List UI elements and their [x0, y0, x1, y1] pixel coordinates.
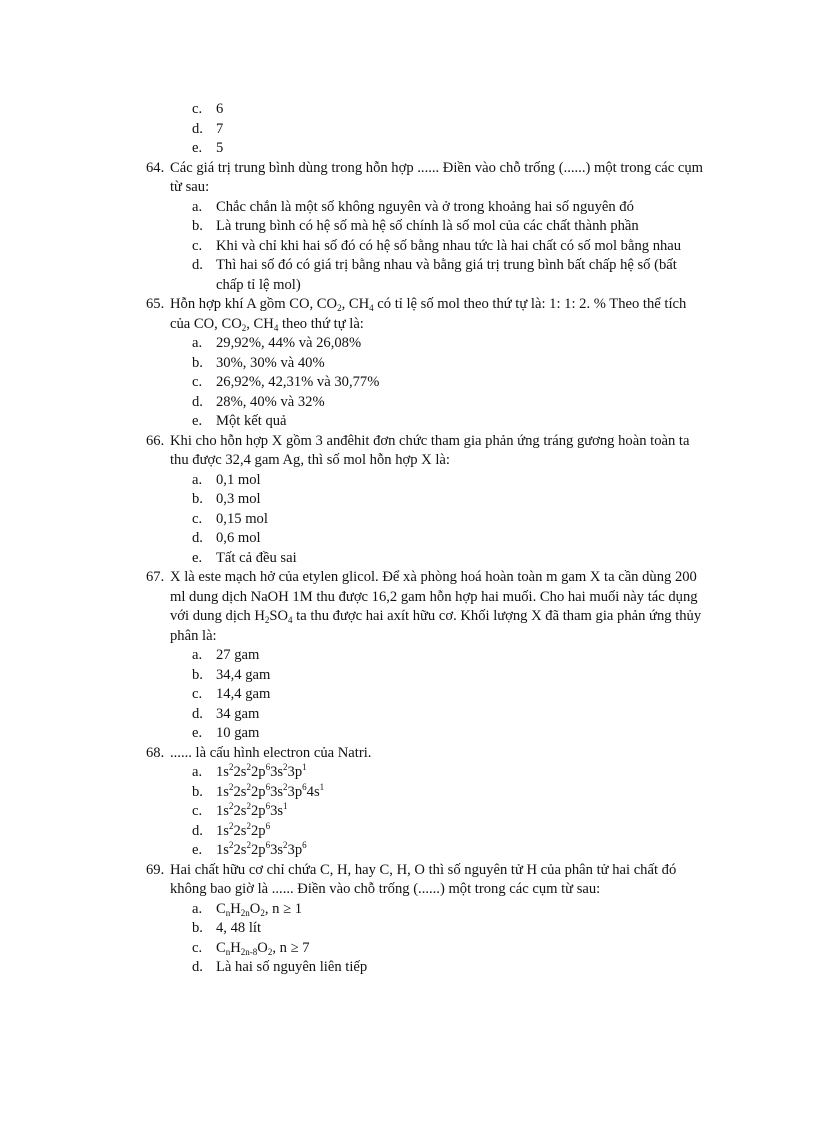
option-text: 27 gam: [216, 647, 260, 663]
formula: $C_nH_{2n-8}O_2$, n ≥ 7: [216, 939, 310, 957]
option-label: a.: [192, 764, 203, 780]
option-text: 34,4 gam: [216, 666, 271, 683]
option-text: 0,1 mol: [216, 471, 261, 488]
option-label: d.: [192, 705, 203, 722]
electron-config: $1s^22s^22p^63s^1$: [216, 801, 288, 819]
option-c: [146, 510, 706, 530]
question-69: [146, 861, 706, 900]
option-e: [146, 724, 706, 744]
option-e: [146, 412, 706, 432]
question-number: 66.: [146, 432, 165, 449]
option-label: e.: [192, 725, 203, 741]
option-c: [146, 802, 706, 822]
electron-config: $1s^22s^22p^6$: [216, 820, 271, 839]
question-text: Các giá trị trung bình dùng trong hỗn hợp ...... Điền vào chỗ trống (......) một trong các cụm từ sau:: [170, 159, 703, 195]
question-text: Hai chất hữu cơ chỉ chứa C, H, hay C, H, O thì số nguyên tử H của phân tử hai chất đó không bao giờ là ...... Điền vào chỗ trống (......) một trong các cụm từ sau:: [170, 861, 677, 897]
option-e: [146, 549, 706, 569]
option-label: d.: [192, 959, 203, 975]
option-label: e.: [192, 140, 203, 156]
option-label: c.: [192, 510, 203, 527]
question-text: Khi cho hỗn hợp X gồm 3 anđêhit đơn chức tham gia phản ứng tráng gương hoàn toàn ta thu được 32,4 gam Ag, thì số mol hỗn hợp X là:: [170, 432, 690, 468]
option-c: [146, 100, 706, 120]
option-text: Là trung bình có hệ số mà hệ số chính là số mol của các chất thành phần: [216, 218, 639, 234]
option-b: [146, 217, 706, 237]
option-text: 7: [216, 120, 224, 137]
question-text: Hỗn hợp khí A gồm CO, $CO_2$, $CH_4$ có tỉ lệ số mol theo thứ tự là: 1: 1: 2. % Theo thể tích của CO, $CO_2$, $CH_4$ theo thứ tự là:: [170, 296, 687, 333]
option-label: c.: [192, 686, 203, 702]
option-text: 0,3 mol: [216, 491, 261, 507]
question-number: 68.: [146, 744, 165, 761]
option-label: b.: [192, 920, 203, 936]
option-text: 34 gam: [216, 705, 260, 722]
question-67: [146, 568, 706, 646]
option-d: [146, 393, 706, 413]
option-label: b.: [192, 783, 203, 800]
option-b: [146, 490, 706, 510]
option-c: [146, 237, 706, 257]
option-label: c.: [192, 101, 203, 117]
option-text: 28%, 40% và 32%: [216, 393, 325, 410]
option-d: [146, 256, 706, 295]
question-text: X là este mạch hở của etylen glicol. Để xà phòng hoá hoàn toàn m gam X ta cần dùng 200 ml dung dịch NaOH 1M thu được 16,2 gam hỗn hợp hai muối. Cho hai muối này tác dụng với dung dịch $H_2SO_4$ ta thu được hai axít hữu cơ. Khối lượng X đã tham gia phản ứng thủy phân là:: [170, 569, 702, 644]
option-label: d.: [192, 822, 203, 839]
option-text: Là hai số nguyên liên tiếp: [216, 959, 368, 975]
option-label: d.: [192, 530, 203, 546]
option-label: c.: [192, 939, 203, 956]
option-text: 5: [216, 140, 224, 156]
option-a: [146, 334, 706, 354]
option-label: e.: [192, 549, 203, 566]
question-text: ...... là cấu hình electron của Natri.: [170, 744, 372, 761]
option-b: [146, 783, 706, 803]
option-c: [146, 685, 706, 705]
option-d: [146, 958, 706, 978]
question-number: 69.: [146, 861, 165, 878]
option-b: [146, 666, 706, 686]
option-text: Khi và chỉ khi hai số đó có hệ số bằng nhau tức là hai chất có số mol bằng nhau: [216, 237, 682, 254]
option-label: a.: [192, 335, 203, 351]
option-text: 10 gam: [216, 725, 260, 741]
option-label: a.: [192, 471, 203, 488]
option-a: [146, 471, 706, 491]
question-68: [146, 744, 706, 764]
question-number: 67.: [146, 569, 165, 585]
question-number: 64.: [146, 159, 165, 176]
option-label: a.: [192, 198, 203, 215]
option-text: 4, 48 lít: [216, 920, 261, 936]
option-label: c.: [192, 237, 203, 254]
option-text: 0,6 mol: [216, 530, 261, 546]
option-text: Thì hai số đó có giá trị bằng nhau và bằng giá trị trung bình bất chấp hệ số (bất chấp tỉ lệ mol): [216, 257, 677, 293]
option-d: [146, 705, 706, 725]
option-text: 26,92%, 42,31% và 30,77%: [216, 374, 380, 390]
option-text: 0,15 mol: [216, 510, 268, 527]
option-label: c.: [192, 374, 203, 390]
option-d: [146, 822, 706, 842]
option-a: [146, 900, 706, 920]
formula: $C_nH_{2n}O_2$, n ≥ 1: [216, 900, 303, 918]
electron-config: $1s^22s^22p^63s^23p^1$: [216, 762, 307, 780]
option-label: a.: [192, 647, 203, 663]
question-65: [146, 295, 706, 334]
option-a: [146, 198, 706, 218]
option-text: Một kết quả: [216, 413, 287, 429]
option-a: [146, 646, 706, 666]
option-e: [146, 139, 706, 159]
option-label: a.: [192, 900, 203, 917]
option-d: [146, 529, 706, 549]
option-label: b.: [192, 354, 203, 371]
option-text: 29,92%, 44% và 26,08%: [216, 335, 362, 351]
option-label: b.: [192, 666, 203, 683]
option-e: [146, 841, 706, 861]
option-label: b.: [192, 491, 203, 507]
option-label: b.: [192, 218, 203, 234]
question-number: 65.: [146, 296, 165, 312]
document-page: [146, 100, 706, 978]
electron-config: $1s^22s^22p^63s^23p^6$: [216, 840, 307, 858]
electron-config: $1s^22s^22p^63s^23p^64s^1$: [216, 781, 325, 800]
option-text: 6: [216, 101, 224, 117]
option-label: e.: [192, 842, 203, 858]
option-text: 14,4 gam: [216, 686, 271, 702]
option-c: [146, 373, 706, 393]
option-d: [146, 120, 706, 140]
option-label: d.: [192, 257, 203, 273]
question-66: [146, 432, 706, 471]
option-label: c.: [192, 803, 203, 819]
option-b: [146, 354, 706, 374]
option-label: e.: [192, 413, 203, 429]
option-a: [146, 763, 706, 783]
option-text: Chắc chắn là một số không nguyên và ở trong khoảng hai số nguyên đó: [216, 198, 634, 215]
option-label: d.: [192, 120, 203, 137]
option-c: [146, 939, 706, 959]
option-text: Tất cả đều sai: [216, 549, 297, 566]
question-64: [146, 159, 706, 198]
option-label: d.: [192, 393, 203, 410]
option-b: [146, 919, 706, 939]
option-text: 30%, 30% và 40%: [216, 354, 325, 371]
